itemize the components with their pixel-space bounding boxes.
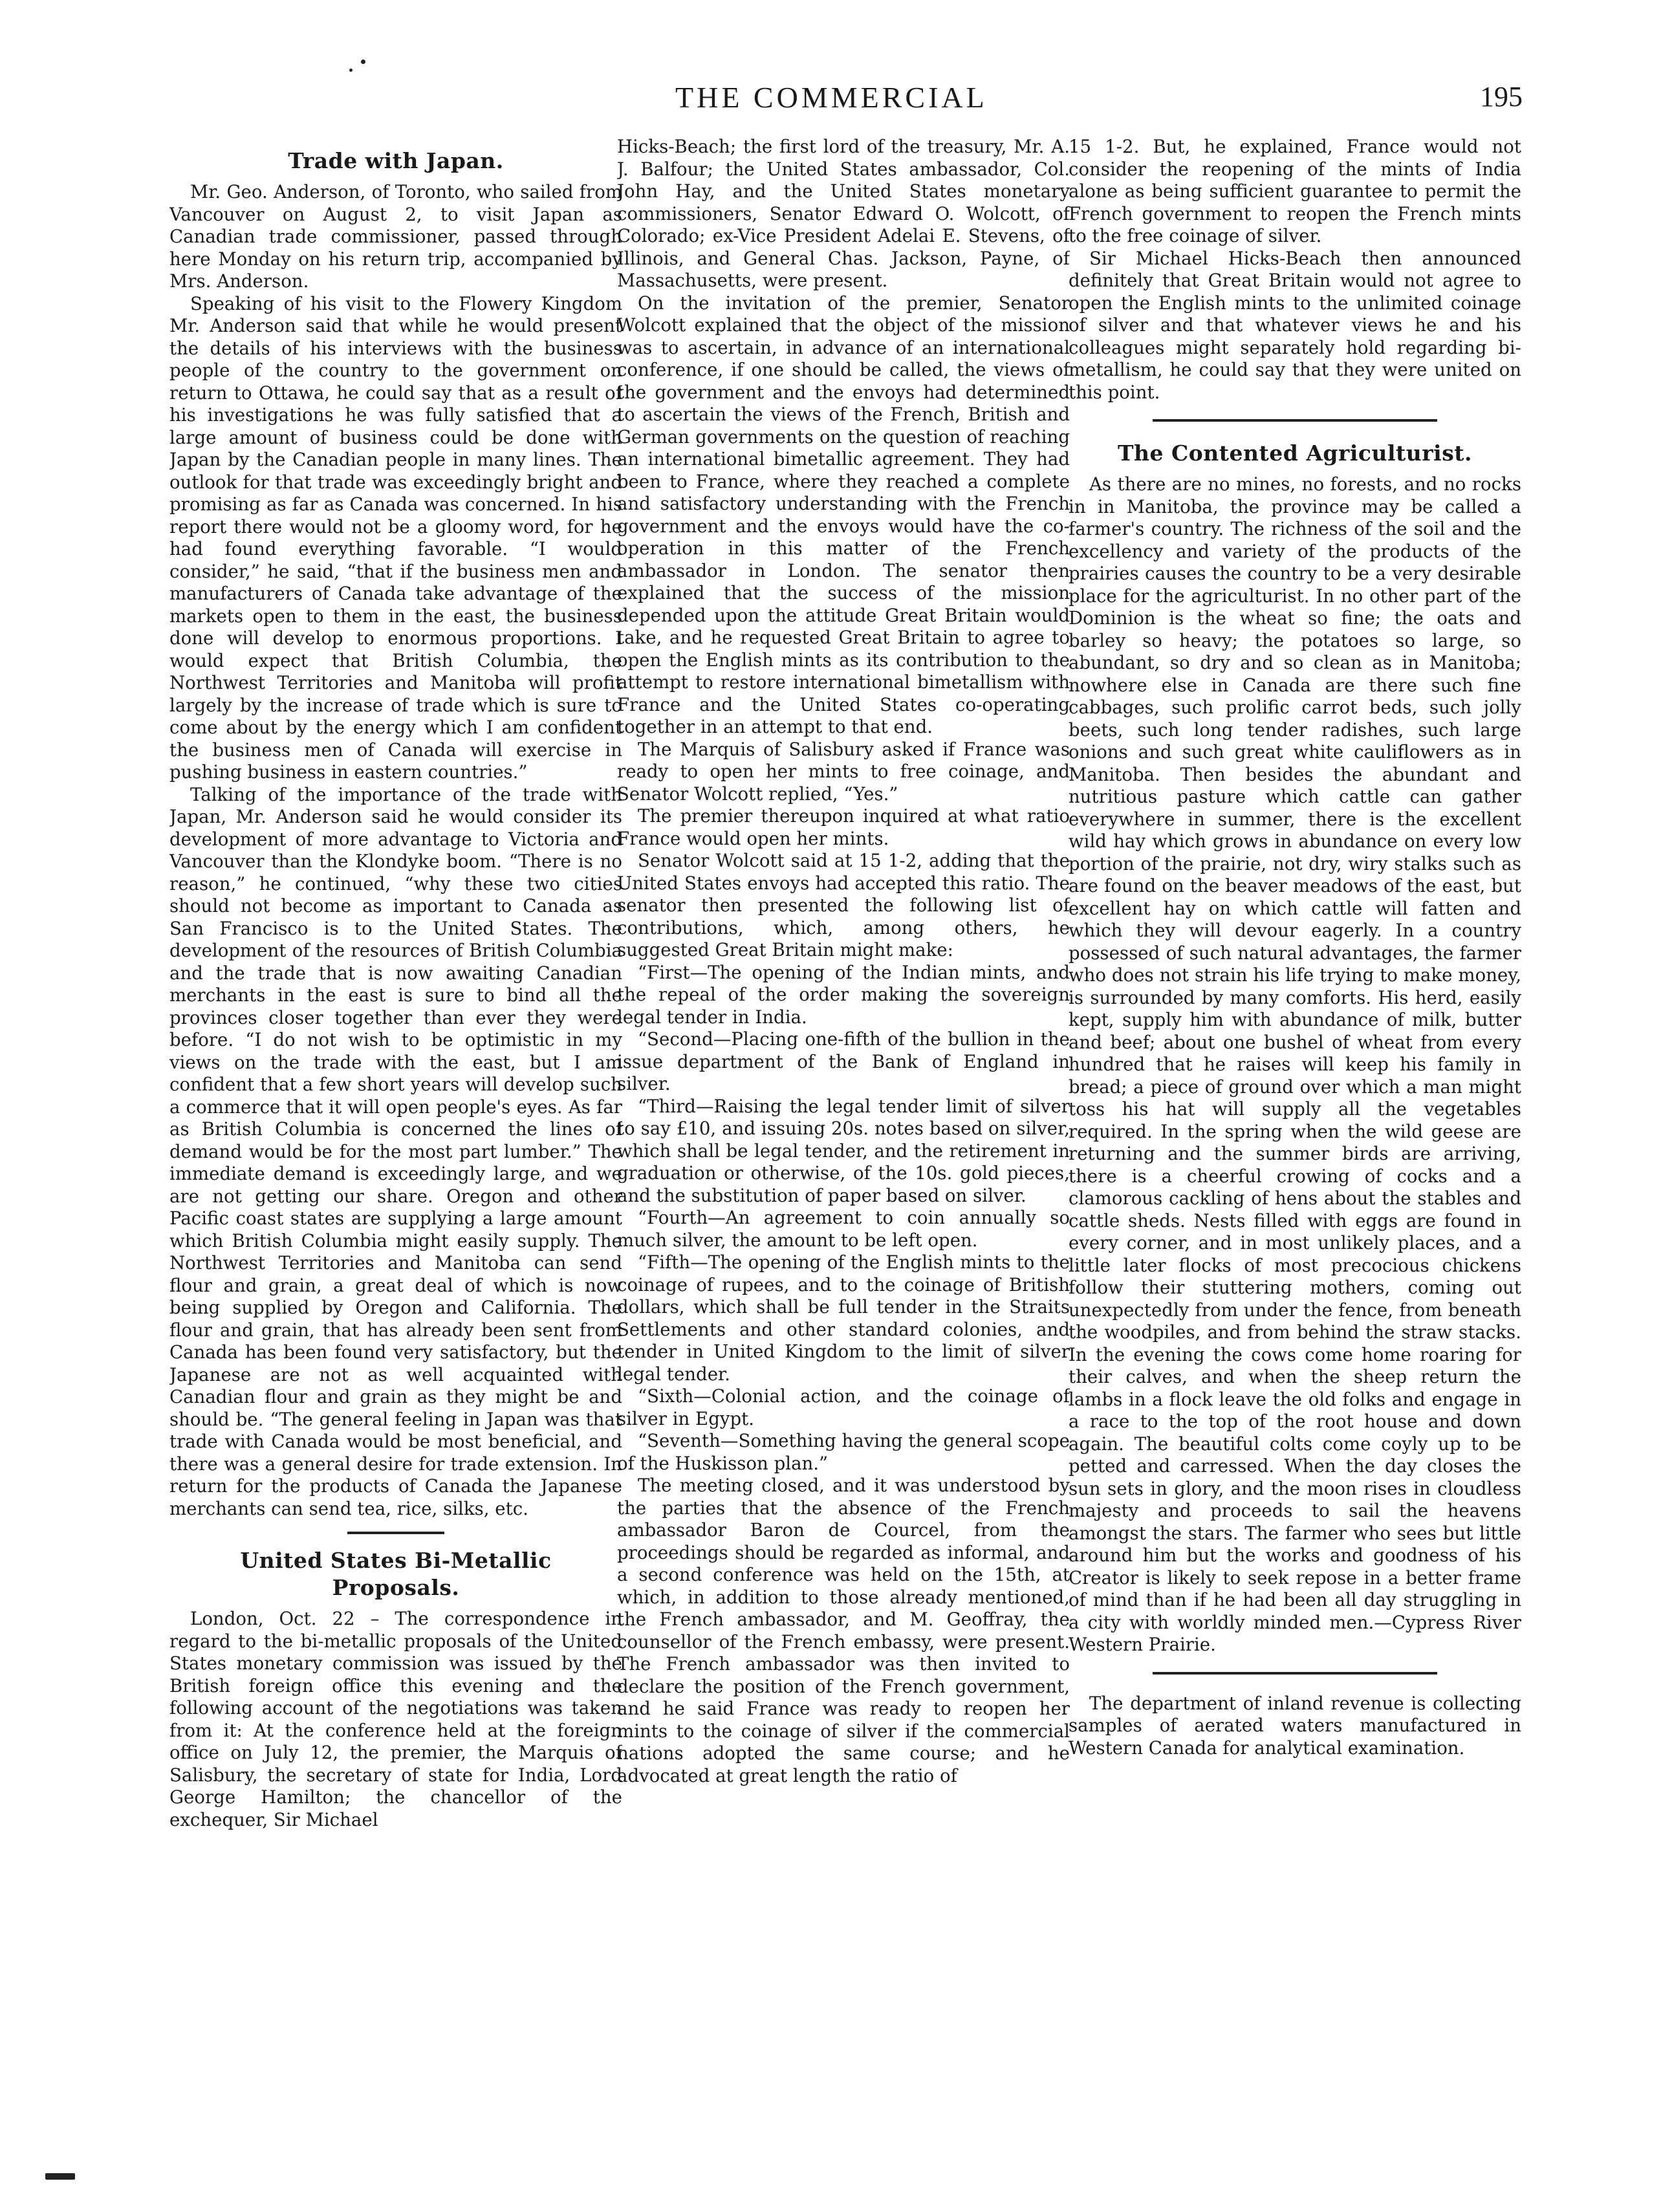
article-title-bimetallic-proposals: United States Bi-Metallic Proposals. (240, 1548, 552, 1600)
paragraph: As there are no mines, no forests, and no rocks in in Manitoba, the province may be called a farmer's country. The richness of the soil and the excellency and variety of the products of the prairies causes the country to be a very desirable place for the agriculturist. In no other part of the Dominion is the wheat so fine; the oats and barley so heavy; the potatoes so large, so abundant, so dry and so clean as in Manitoba; nowhere else in Canada are there such fine cabbages, such prolific carrot beds, such jolly beets, such long tender radishes, such large onions and such great white cauliflowers as in Manitoba. Then besides the abundant and nutritious pasture which cattle can gather everywhere in summer, there is the excellent wild hay which grows in abundance on every low portion of the prairie, not dry, wiry stalks such as are found on the beaver meadows of the east, but excellent hay on which cattle will fatten and which they will devour eagerly. In a country possessed of such natural advantages, the farmer who does not strain his life trying to make money, is surrounded by many comforts. His herd, easily kept, supply him with abundance of milk, butter and beef; about one bushel of wheat from every hundred that he raises will keep his family in bread; a piece of ground over which a man might toss his hat will supply all the vegetables required. In the spring when the wild geese are returning and the summer birds are arriving, there is a cheerful crowing of cocks and a clamorous cackling of hens about the stables and cattle sheds. Nests filled with eggs are found in every corner, and in most unlikely places, and a little later flocks of most precocious chickens follow their stuttering mothers, coming out unexpectedly from under the fence, from beneath the woodpiles, and from behind the straw stacks. In the evening the cows come home roaring for their calves, and when the sheep return the lambs in a flock leave the old folks and engage in a race to the top of the root house and down again. The beautiful colts come coyly up to be petted and carressed. When the day closes the sun sets in glory, and the moon rises in cloudless majesty and proceeds to sail the heavens amongst the stars. The farmer who sees but little around him but the works and goodness of his Creator is likely to seek repose in a better frame of mind than if he had been all day struggling in a city with worldly minded men.—Cypress River Western Prairie. (1069, 473, 1521, 1655)
paragraph: The premier thereupon inquired at what ratio France would open her mints. (617, 805, 1070, 849)
column-3 (1069, 136, 1521, 2141)
paragraph: Senator Wolcott said at 15 1-2, adding that the United States envoys had accepted this ratio. The senator then presented the following list of contributions, which, among others, he suggested Great Britain might make: (617, 850, 1070, 960)
masthead: THE COMMERCIAL (675, 81, 988, 114)
paragraph: London, Oct. 22 – The correspondence in regard to the bi-metallic proposals of the United States monetary commission was issued by the British foreign office this evening and the following account of the negotiations was taken from it: At the conference held at the foreign office on July 12, the premier, the Marquis of Salisbury, the secretary of state for India, Lord George Hamilton; the chancellor of the exchequer, Sir Michael (169, 1608, 622, 1830)
paragraph: “Fifth—The opening of the English mints to the coinage of rupees, and to the coinage of British dollars, which shall be full tender in the Straits Settlements and other standard colonies, and tender in United Kingdom to the limit of silver legal tender. (617, 1252, 1070, 1385)
article-title-contented-agriculturist: The Contented Agriculturist. (1117, 440, 1473, 466)
paragraph-continued: Hicks-Beach; the first lord of the treasury, Mr. A. J. Balfour; the United States ambassador, Col. John Hay, and the United States monetary commissioners, Senator Edward O. Wolcott, of Colorado; ex-Vice President Adelai E. Stevens, of Illinois, and General Chas. Jackson, Payne, of Massachusetts, were present. (617, 136, 1070, 291)
section-divider (347, 1532, 444, 1534)
paragraph: “Second—Placing one-fifth of the bullion in the issue department of the Bank of England in silver. (617, 1028, 1070, 1094)
paragraph: Mr. Geo. Anderson, of Toronto, who sailed from Vancouver on August 2, to visit Japan as Canadian trade commissioner, passed through here Monday on his return trip, accompanied by Mrs. Anderson. (169, 181, 622, 292)
paragraph-continued: 15 1-2. But, he explained, France would not consider the reopening of the mints of India alone as being sufficient guarantee to permit the French government to reopen the French mints to the free coinage of silver. (1069, 136, 1521, 246)
paragraph: “Seventh—Something having the general scope of the Huskisson plan.” (617, 1430, 1070, 1474)
paragraph: “First—The opening of the Indian mints, and the repeal of the order making the sovereign legal tender in India. (617, 961, 1070, 1028)
article-title-trade-with-japan: Trade with Japan. (288, 148, 504, 173)
section-divider (1153, 419, 1437, 422)
print-speck (45, 2173, 75, 2180)
paragraph: Speaking of his visit to the Flowery Kingdom Mr. Anderson said that while he would present the details of his interviews with the business people of the country to the government on return to Ottawa, he could say that as a result of his investigations he was fully satisfied that a large amount of business could be done with Japan by the Canadian people in many lines. The outlook for that trade was exceedingly bright and promising as far as Canada was concerned. In his report there would not be a gloomy word, for he had found everything favorable. “I would consider,” he said, “that if the business men and manufacturers of Canada take advantage of the markets open to them in the east, the business done will develop to enormous proportions. I would expect that British Columbia, the Northwest Territories and Manitoba will profit largely by the increase of trade which is sure to come about by the energy which I am confident the business men of Canada will exercise in pushing business in eastern countries.” (169, 292, 622, 783)
paragraph: Sir Michael Hicks-Beach then announced definitely that Great Britain would not agree to open the English mints to the unlimited coinage of silver and that whatever views he and his colleagues might separately hold regarding bi-metallism, he could say that they were united on this point. (1069, 247, 1521, 403)
paragraph: “Sixth—Colonial action, and the coinage of silver in Egypt. (617, 1385, 1070, 1429)
column-1 (169, 136, 622, 2141)
paragraph: The department of inland revenue is collecting samples of aerated waters manufactured in Western Canada for analytical examination. (1069, 1692, 1521, 1759)
page-header (0, 80, 1661, 132)
paragraph: On the invitation of the premier, Senator Wolcott explained that the object of the mission was to ascertain, in advance of an international conference, if one should be called, the views of the government and the envoys had determined to ascertain the views of the French, British and German governments on the question of reaching an international bimetallic agreement. They had been to France, where they reached a complete and satisfactory understanding with the French government and the envoys would have the co-operation in this matter of the French ambassador in London. The senator then explained that the success of the mission depended upon the attitude Great Britain would take, and he requested Great Britain to agree to open the English mints as its contribution to the attempt to restore international bimetallism with France and the United States co-operating together in an attempt to that end. (617, 292, 1070, 737)
column-2 (617, 136, 1070, 2141)
print-speck (361, 60, 365, 64)
paragraph: The meeting closed, and it was understood by the parties that the absence of the French ambassador Baron de Courcel, from the proceedings should be regarded as informal, and a second conference was held on the 15th, at which, in addition to those already mentioned, the French ambassador, and M. Geoffray, the counsellor of the French embassy, were present. The French ambassador was then invited to declare the position of the French government, and he said France was ready to reopen her mints to the coinage of silver if the commercial nations adopted the same course; and he advocated at great length the ratio of (617, 1475, 1070, 1786)
paragraph: “Fourth—An agreement to coin annually so much silver, the amount to be left open. (617, 1207, 1070, 1251)
paragraph: Talking of the importance of the trade with Japan, Mr. Anderson said he would consider its development of more advantage to Victoria and Vancouver than the Klondyke boom. “There is no reason,” he continued, “why these two cities should not become as important to Canada as San Francisco is to the United States. The development of the resources of British Columbia and the trade that is now awaiting Canadian merchants in the east is sure to bind all the provinces closer together than ever they were before. “I do not wish to be optimistic in my views on the trade with the east, but I am confident that a few short years will develop such a commerce that it will open people's eyes. As far as British Columbia is concerned the lines of demand would be for the most part lumber.” The immediate demand is exceedingly large, and we are not getting our share. Oregon and other Pacific coast states are supplying a large amount which British Columbia might easily supply. The Northwest Territories and Manitoba can send flour and grain, a great deal of which is now being supplied by Oregon and California. The flour and grain, that has already been sent from Canada has been found very satisfactory, but the Japanese are not as well acquainted with Canadian flour and grain as they might be and should be. “The general feeling in Japan was that trade with Canada would be most beneficial, and there was a general desire for trade extension. In return for the products of Canada the Japanese merchants can send tea, rice, silks, etc. (169, 783, 622, 1519)
page-number: 195 (1480, 81, 1523, 113)
paragraph: The Marquis of Salisbury asked if France was ready to open her mints to free coinage, and Senator Wolcott replied, “Yes.” (617, 738, 1070, 805)
paragraph: “Third—Raising the legal tender limit of silver to say £10, and issuing 20s. notes based on silver, which shall be legal tender, and the retirement in graduation or otherwise, of the 10s. gold pieces, and the substitution of paper based on silver. (617, 1095, 1070, 1206)
section-divider (1153, 1672, 1437, 1675)
print-speck (349, 69, 353, 72)
